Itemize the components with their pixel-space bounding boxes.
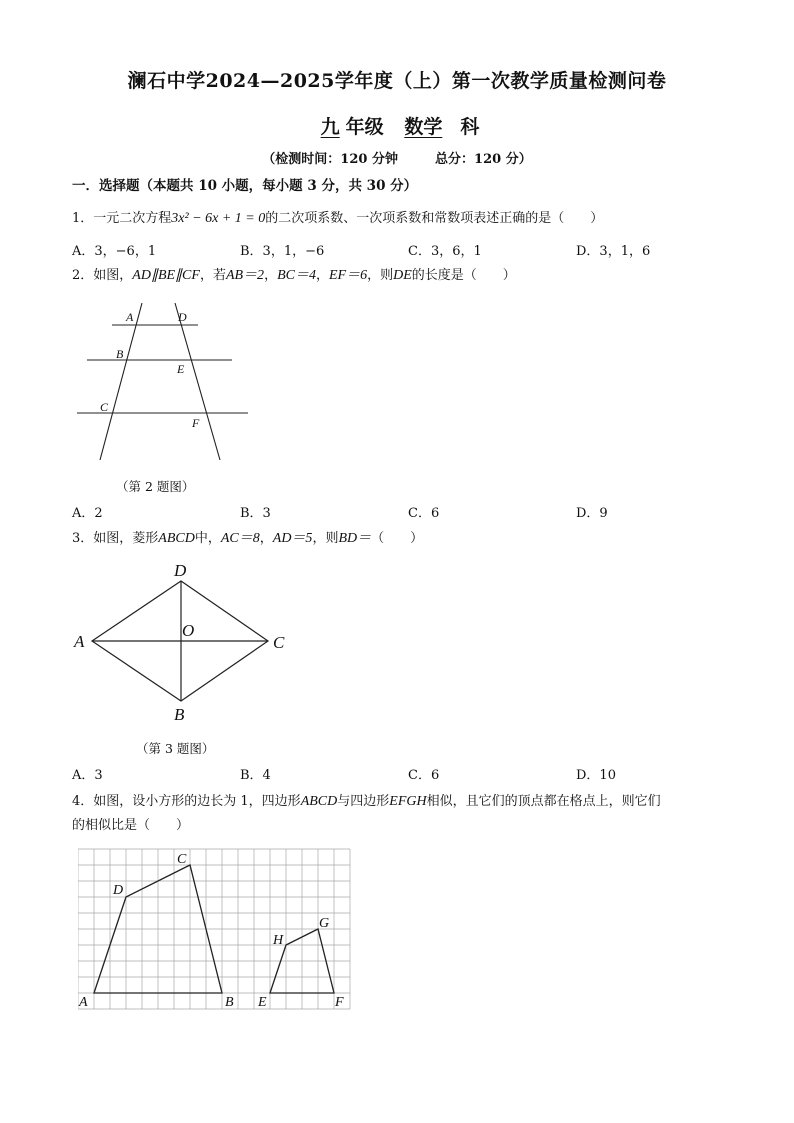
q1-equation: 3x² − 6x + 1 = 0 [171, 211, 266, 226]
q3-option-b[interactable]: B．4 [240, 768, 271, 783]
q1-option-c[interactable]: C．3，6，1 [408, 244, 482, 259]
subject-suffix: 科 [460, 116, 480, 138]
label-f: F [335, 995, 344, 1010]
q2-ef: EF＝6 [328, 268, 368, 283]
q3-caption: （第 3 题图） [136, 741, 215, 756]
q1-option-d[interactable]: D．3，1，6 [576, 244, 651, 259]
label-o: O [182, 621, 195, 640]
section-heading: 一．选择题（本题共 10 小题，每小题 3 分，共 30 分） [72, 178, 418, 194]
q1-option-b[interactable]: B．3，1，−6 [240, 244, 325, 259]
q2-de: DE [393, 268, 412, 283]
question-4-line2: 的相似比是（ ） [72, 818, 190, 833]
question-1 [72, 207, 603, 227]
exam-title: 澜石中学2024—2025学年度（上）第一次教学质量检测问卷 [127, 70, 667, 92]
question-4 [72, 790, 661, 810]
q2-prefix: 2．如图， [72, 268, 133, 283]
label-c: C [100, 400, 109, 414]
grade-value: 九 [320, 116, 340, 138]
question-3 [72, 527, 423, 547]
transversal-abc [100, 303, 142, 460]
q1-option-a[interactable]: A．3，−6，1 [72, 244, 157, 259]
label-d: D [113, 883, 124, 898]
q3-suffix: （ ） [371, 531, 424, 546]
label-a: A [79, 995, 88, 1010]
label-e: E [258, 995, 267, 1010]
exam-info [0, 148, 794, 167]
q1-suffix: 的二次项系数、一次项系数和常数项表述正确的是（ ） [265, 211, 604, 226]
q3-abcd: ABCD [158, 531, 195, 546]
q2-parallel: AD∥BE∥CF [132, 268, 200, 283]
q2-suffix: 的长度是（ ） [411, 268, 516, 283]
q3-text: ，则 [312, 531, 339, 546]
exam-subtitle [0, 112, 794, 139]
label-d: D [178, 310, 187, 324]
label-b: B [116, 347, 124, 361]
label-f: F [192, 416, 200, 430]
label-b: B [225, 995, 234, 1010]
label-a: A [74, 632, 85, 651]
q2-option-b[interactable]: B．3 [240, 506, 271, 521]
q4-prefix: 4．如图，设小方形的边长为 1，四边形 [72, 794, 301, 809]
q3-option-c[interactable]: C．6 [408, 768, 440, 783]
label-a: A [126, 310, 134, 324]
q4-grid-figure [78, 847, 353, 1013]
q2-text: ，若 [199, 268, 226, 283]
grade-suffix: 年级 [345, 116, 384, 138]
q3-prefix: 3．如图，菱形 [72, 531, 159, 546]
question-2 [72, 264, 516, 284]
q2-figure [70, 295, 260, 467]
q2-sep: ， [315, 268, 329, 283]
label-h: H [273, 933, 284, 948]
label-c: C [177, 852, 187, 867]
label-c: C [273, 633, 285, 652]
grid [78, 849, 350, 1009]
q2-option-d[interactable]: D．9 [576, 506, 608, 521]
q2-caption: （第 2 题图） [116, 479, 195, 494]
q2-sep: ， [264, 268, 278, 283]
label-d: D [174, 561, 187, 580]
q3-option-a[interactable]: A．3 [72, 768, 103, 783]
q3-option-d[interactable]: D．10 [576, 768, 616, 783]
q2-ab: AB＝2 [225, 268, 265, 283]
transversal-def [175, 303, 220, 460]
subject-value: 数学 [404, 116, 443, 138]
q2-option-c[interactable]: C．6 [408, 506, 440, 521]
q4-abcd: ABCD [300, 794, 338, 809]
q3-text: 中， [194, 531, 221, 546]
q2-option-a[interactable]: A．2 [72, 506, 103, 521]
q3-sep: ， [259, 531, 273, 546]
q4-suffix: 相似，且它们的顶点都在格点上，则它们 [426, 794, 661, 809]
q3-figure [70, 556, 300, 728]
q4-efgh: EFGH [389, 794, 427, 809]
q2-text: ，则 [367, 268, 394, 283]
q4-text: 与四边形 [337, 794, 390, 809]
total-label: 总分：120 分） [435, 152, 532, 167]
label-b: B [174, 705, 185, 724]
q3-ad: AD＝5 [272, 531, 313, 546]
q3-ac: AC＝8 [220, 531, 260, 546]
q2-bc: BC＝4 [277, 268, 316, 283]
time-label: （检测时间：120 分钟 [262, 152, 398, 167]
q3-bd: BD＝ [338, 531, 372, 546]
label-e: E [177, 362, 185, 376]
q1-prefix: 1．一元二次方程 [72, 211, 172, 226]
label-g: G [319, 916, 330, 931]
